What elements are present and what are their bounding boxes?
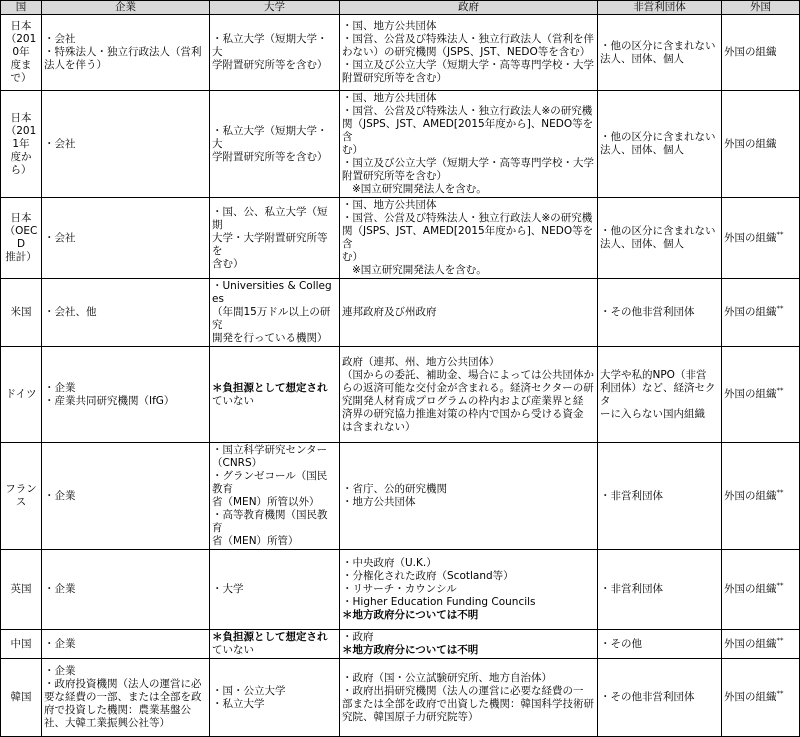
cell-line: 省（MEN）所管以外） (212, 496, 320, 508)
cell-line: （OECD (4, 225, 38, 250)
cell-line: ・会社 (44, 33, 76, 45)
cell-line: ・他の区分に含まれない (600, 225, 716, 237)
cell-government (340, 630, 598, 659)
cell-line: ・国、公、私立大学（短期 (212, 205, 328, 231)
cell-line: 関（JSPS、JST、AMED[2015年度から]、NEDO等を含 (342, 225, 594, 250)
foreign-note-mark: ** (776, 304, 784, 313)
cell-line: 推計） (5, 251, 37, 263)
cell-foreign (722, 659, 800, 737)
cell-nonprofit (598, 198, 722, 279)
cell-line: 法人、団体、個人 (600, 238, 684, 250)
cell-foreign (722, 15, 800, 91)
cell-line: フランス (5, 483, 37, 508)
cell-line: 含む） (212, 257, 244, 270)
cell-foreign (722, 443, 800, 550)
cell-line: 究院、韓国原子力研究院等） (342, 710, 479, 723)
cell-government (340, 198, 598, 279)
cell-corporate (42, 659, 210, 737)
foreign-note-mark: ** (776, 636, 784, 644)
cell-line: ・分権化された政府（Scotland等） (342, 570, 514, 582)
table-row (1, 659, 800, 737)
table-row (1, 550, 800, 630)
cell-line: 度から） (10, 150, 32, 176)
cell-line: 日本 (10, 212, 32, 224)
header-country: 国 (1, 1, 42, 15)
cell-line: （国からの委託、補助金、場合によっては公共団体か (342, 368, 594, 381)
cell-government (340, 659, 598, 737)
table-row (1, 347, 800, 443)
cell-line: ・高等教育機関（国民教育 (212, 509, 328, 534)
cell-line: 学附置研究所等を含む） (212, 150, 328, 163)
cell-line: ・企業 (44, 381, 76, 394)
cell-line: 利団体）など、経済セクタ (600, 381, 716, 407)
cell-line: ・グランゼコール（国民教育 (212, 470, 328, 495)
cell-corporate (42, 443, 210, 550)
table-row (1, 198, 800, 279)
cell-line: 法人、団体、個人 (600, 144, 684, 156)
foreign-label: 外国の組織 (724, 46, 777, 58)
cell-line: 英国 (10, 583, 32, 595)
cell-nonprofit (598, 630, 722, 659)
foreign-note-mark: ** (776, 581, 784, 590)
cell-line: 日本 (10, 20, 32, 32)
cell-university (210, 198, 340, 279)
cell-country (1, 279, 42, 347)
cell-line: ていない (212, 644, 254, 656)
cell-country (1, 347, 42, 443)
cell-nonprofit (598, 15, 722, 91)
header-corporate: 企業 (42, 1, 210, 15)
cell-line: ていない (212, 394, 254, 407)
cell-government (340, 15, 598, 91)
cell-nonprofit (598, 279, 722, 347)
cell-country (1, 198, 42, 279)
foreign-note-mark: ** (776, 488, 784, 496)
cell-line: ・国営、公営及び特殊法人・独立行政法人※の研究機 (342, 105, 593, 117)
cell-government (340, 550, 598, 630)
foreign-label: 外国の組織 (724, 637, 777, 650)
cell-nonprofit (598, 443, 722, 550)
cell-university (210, 630, 340, 659)
cell-line: ・政府出捐研究機関（法人の運営に必要な経費の一 (342, 684, 584, 697)
cell-nonprofit (598, 550, 722, 630)
cell-line: ドイツ (5, 388, 37, 400)
cell-corporate (42, 630, 210, 659)
cell-line: （2011年 (5, 124, 37, 150)
header-government: 政府 (340, 1, 598, 15)
cell-line: ・大学 (212, 583, 244, 595)
cell-line: 大学や私的NPO（非営 (600, 368, 707, 381)
cell-line: 学附置研究所等を含む） (212, 59, 328, 71)
cell-line: ・国営、公営及び特殊法人・独立行政法人（営利を伴 (342, 33, 594, 45)
table-row (1, 91, 800, 198)
cell-line: ・その他 (600, 637, 642, 650)
header-foreign: 外国 (722, 1, 800, 15)
cell-university (210, 347, 340, 443)
cell-line: ・Universities & Colleges (212, 280, 332, 305)
cell-line: ＊地方政府分については不明 (342, 609, 479, 621)
cell-line: ・企業 (44, 583, 76, 595)
cell-line: ＊負担源として想定され (212, 631, 328, 643)
cell-corporate (42, 198, 210, 279)
cell-foreign (722, 279, 800, 347)
cell-government (340, 91, 598, 198)
cell-line: ・私立大学 (212, 697, 265, 710)
cell-line: 附置研究所等を含む） (342, 72, 447, 84)
cell-line: （年間15万ドル以上の研究 (212, 306, 331, 331)
cell-line: 米国 (10, 306, 32, 318)
foreign-label: 外国の組織 (724, 489, 777, 502)
cell-line: 日本 (10, 111, 32, 124)
cell-line: 法人、団体、個人 (600, 52, 684, 65)
cell-line: ・私立大学（短期大学・大 (212, 124, 328, 150)
cell-country (1, 15, 42, 91)
cell-line: ・企業 (44, 637, 76, 650)
cell-line: ・非営利団体 (600, 583, 663, 595)
table-row (1, 630, 800, 659)
cell-line: ＊地方政府分については不明 (342, 644, 479, 656)
cell-line: 韓国 (10, 691, 32, 703)
cell-line: ・他の区分に含まれない (600, 39, 716, 52)
cell-nonprofit (598, 91, 722, 198)
cell-line: ・その他非営利団体 (600, 691, 695, 703)
foreign-label: 外国の組織 (724, 231, 777, 244)
cell-government (340, 347, 598, 443)
cell-line: ※国立研究開発法人を含む。 (352, 183, 487, 195)
cell-line: ・地方公共団体 (342, 496, 416, 508)
cell-line: ・その他非営利団体 (600, 306, 695, 318)
cell-line: ・政府 (342, 631, 374, 643)
cell-corporate (42, 550, 210, 630)
cell-line: 関（JSPS、JST、AMED[2015年度から]、NEDO等を含 (342, 118, 594, 143)
cell-country (1, 91, 42, 198)
cell-nonprofit (598, 347, 722, 443)
cell-line: らの返済可能な交付金が含まれる。経済セクターの研 (342, 381, 594, 394)
cell-line: ・国、地方公共団体 (342, 199, 437, 211)
foreign-note-mark: ** (776, 689, 784, 698)
cell-corporate (42, 347, 210, 443)
cell-university (210, 91, 340, 198)
cell-line: 要な経費の一部、または全部を政 (44, 691, 202, 703)
table-row (1, 443, 800, 550)
cell-line: ・国立及び公立大学（短期大学・高等専門学校・大学 (342, 59, 594, 71)
cell-line: は含まれない） (342, 420, 416, 433)
cell-university (210, 659, 340, 737)
cell-line: 開発を行っている機関） (212, 332, 328, 344)
cell-line: 連邦政府及び州政府 (342, 306, 437, 318)
cell-line: 府で投資した機関：農業基盤公 (44, 704, 191, 716)
cell-line: ーに入らない国内組織 (600, 407, 705, 420)
cell-line: ・国、地方公共団体 (342, 20, 437, 32)
cell-line: ＊負担源として想定され (212, 381, 328, 394)
cell-line: ・国・公立大学 (212, 684, 286, 697)
cell-country (1, 443, 42, 550)
cell-university (210, 443, 340, 550)
cell-line: ・Higher Education Funding Councils (342, 596, 536, 608)
cell-line: ・企業 (44, 665, 76, 677)
cell-government (340, 279, 598, 347)
table-row (1, 279, 800, 347)
cell-line: ・企業 (44, 489, 76, 502)
cell-line: 中国 (10, 637, 32, 650)
cell-line: む） (342, 144, 363, 156)
cell-line: ・国営、公営及び特殊法人・独立行政法人※の研究機 (342, 212, 593, 224)
cell-line: ・特殊法人・独立行政法人（営利 (44, 46, 202, 58)
cell-line: 部または全部を政府で出資した機関：韓国科学技術研 (342, 697, 594, 710)
cell-corporate (42, 279, 210, 347)
cell-line: 政府（連邦、州、地方公共団体） (342, 355, 500, 368)
cell-line: 社、大韓工業振興公社等） (44, 717, 170, 729)
cell-government (340, 443, 598, 550)
cell-line: ・政府（国・公立試験研究所、地方自治体） (342, 671, 552, 684)
cell-line: 済界の研究協力推進対策の枠内で国から受ける資金 (342, 407, 584, 420)
cell-foreign (722, 630, 800, 659)
header-row (1, 1, 800, 15)
cell-country (1, 630, 42, 659)
cell-line: ・政府投資機関（法人の運営に必 (44, 678, 202, 690)
cell-foreign (722, 347, 800, 443)
header-university: 大学 (210, 1, 340, 15)
cell-line: ・会社 (44, 137, 76, 150)
cell-line: ・リサーチ・カウンシル (342, 583, 457, 595)
cell-line: 附置研究所等を含む） (342, 170, 447, 182)
foreign-note-mark: ** (776, 386, 784, 395)
cell-line: わない）の研究機関（JSPS、JST、NEDO等を含む） (342, 46, 591, 58)
cell-line: 究開発人材育成プログラムの枠内および産業界と経 (342, 394, 584, 407)
cell-nonprofit (598, 659, 722, 737)
foreign-label: 外国の組織 (724, 137, 777, 150)
cell-line: ・会社 (44, 231, 76, 244)
cell-line: ・国立及び公立大学（短期大学・高等専門学校・大学 (342, 157, 594, 169)
foreign-note-mark: ** (776, 230, 784, 238)
foreign-label: 外国の組織 (724, 306, 777, 318)
cell-line: ※国立研究開発法人を含む。 (352, 264, 487, 276)
table-row (1, 15, 800, 91)
cell-line: ・他の区分に含まれない (600, 131, 716, 143)
cell-line: 省（MEN）所管） (212, 535, 299, 547)
cell-foreign (722, 198, 800, 279)
cell-line: ・国立科学研究センター (212, 444, 328, 456)
foreign-label: 外国の組織 (724, 388, 777, 400)
cell-foreign (722, 91, 800, 198)
cell-university (210, 550, 340, 630)
cell-line: ・私立大学（短期大学・大 (212, 33, 328, 58)
cell-line: 法人を伴う） (44, 59, 107, 71)
header-nonprofit: 非営利団体 (598, 1, 722, 15)
cell-line: （2010年 (5, 33, 37, 58)
cell-line: ・国、地方公共団体 (342, 92, 437, 104)
cell-line: （CNRS） (212, 457, 263, 469)
cell-line: 度まで） (10, 59, 32, 84)
cell-corporate (42, 15, 210, 91)
cell-country (1, 659, 42, 737)
cell-line: ・中央政府（U.K.） (342, 557, 437, 569)
cell-country (1, 550, 42, 630)
cell-corporate (42, 91, 210, 198)
cell-foreign (722, 550, 800, 630)
cell-line: む） (342, 251, 363, 263)
foreign-label: 外国の組織 (724, 583, 777, 595)
cell-line: 大学・大学附置研究所等を (212, 231, 328, 257)
foreign-label: 外国の組織 (724, 691, 777, 703)
cell-line: ・非営利団体 (600, 489, 663, 502)
cell-university (210, 279, 340, 347)
cell-university (210, 15, 340, 91)
cell-line: ・会社、他 (44, 306, 97, 318)
cell-line: ・産業共同研究機関（IfG） (44, 394, 175, 407)
cell-line: ・省庁、公的研究機関 (342, 483, 447, 495)
